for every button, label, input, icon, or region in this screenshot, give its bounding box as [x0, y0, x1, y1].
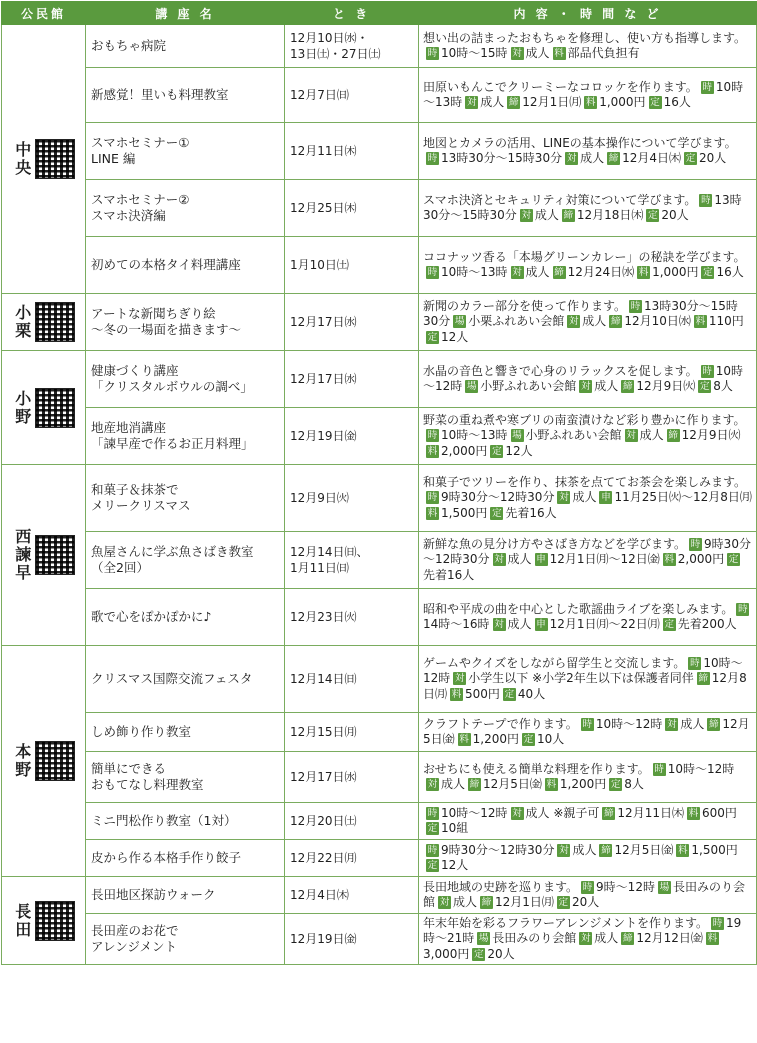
qr-code-icon[interactable] [35, 388, 75, 428]
course-row [2, 25, 757, 68]
info-label-badge: 料 [459, 734, 469, 745]
detail-text: 昭和や平成の曲を中心とした歌謡曲ライブを楽しみます。 [423, 601, 734, 616]
detail-text: 1,000円 [599, 95, 646, 109]
info-label-badge: 定 [703, 267, 713, 278]
detail-text: 成人 [594, 379, 619, 393]
info-label-badge: 締 [601, 844, 611, 856]
detail-text: 成人 [480, 95, 505, 109]
info-label-badge: 定 [558, 897, 569, 908]
course-details [419, 294, 757, 351]
course-details [419, 351, 757, 408]
course-details [419, 713, 757, 752]
detail-text: 新鮮な魚の見分け方やさばき方などを学びます。 [423, 536, 687, 551]
info-label-badge: 申 [601, 492, 611, 504]
info-label-badge: 締 [611, 316, 621, 328]
detail-text: 10組 [441, 821, 469, 835]
hall-name: 本野 [12, 743, 32, 779]
hall-cell [2, 294, 86, 351]
detail-text: 10時～12時 [423, 655, 743, 686]
qr-code-icon[interactable] [35, 741, 75, 781]
detail-text: 8人 [624, 777, 644, 791]
detail-text: クラフトテープで作ります。 [423, 716, 578, 731]
info-label-badge: 時 [427, 430, 438, 442]
course-date: 12月11日㈭ [285, 123, 419, 180]
course-row [2, 68, 757, 123]
course-details [419, 877, 757, 914]
course-date: 12月19日㈮ [285, 914, 419, 965]
detail-text: 12人 [505, 443, 533, 458]
qr-code-icon[interactable] [35, 901, 75, 941]
info-label-badge: 料 [678, 844, 688, 856]
info-label-badge: 対 [512, 807, 522, 819]
info-label-badge: 締 [709, 718, 719, 730]
info-label-badge: 対 [439, 897, 450, 908]
detail-text: 10時～12時 [667, 761, 735, 776]
course-date: 12月25日㈭ [285, 180, 419, 237]
detail-text: 長田みのり会館 [423, 879, 745, 909]
detail-text: 成人 [580, 151, 605, 165]
course-date: 12月9日㈫ [285, 465, 419, 532]
detail-text: スマホ決済とセキュリティ対策について学びます。 [423, 192, 697, 207]
course-table [1, 1, 757, 965]
detail-text: 成人 [582, 314, 607, 329]
course-row [2, 351, 757, 408]
course-details [419, 180, 757, 237]
info-label-badge: 対 [494, 619, 504, 630]
detail-text: 成人 [680, 716, 705, 731]
info-label-badge: 対 [569, 316, 579, 328]
info-label-badge: 時 [427, 267, 438, 278]
info-label-badge: 対 [667, 718, 677, 730]
table-header-row [2, 2, 757, 25]
detail-text: 12月1日㈪～22日㈪ [549, 617, 660, 631]
info-label-badge: 締 [623, 381, 633, 392]
detail-text: 40人 [517, 686, 546, 701]
info-label-badge: 定 [611, 779, 621, 790]
header-course: 講 座 名 [86, 2, 285, 25]
detail-text: 10時～13時 [441, 265, 508, 279]
info-label-badge: 申 [536, 554, 546, 566]
info-label-badge: 時 [701, 194, 711, 206]
detail-text: 成人 [507, 552, 532, 567]
info-label-badge: 定 [664, 619, 674, 630]
info-label-badge: 締 [563, 210, 574, 221]
detail-text: 20人 [487, 946, 515, 961]
info-label-badge: 時 [582, 718, 593, 730]
course-details [419, 840, 757, 877]
course-details [419, 646, 757, 713]
info-label-badge: 対 [581, 933, 591, 945]
detail-text: 野菜の重ね煮や寒ブリの南蛮漬けなど彩り豊かに作ります。 [423, 412, 746, 427]
course-row [2, 408, 757, 465]
info-label-badge: 定 [474, 948, 484, 960]
qr-code-icon[interactable] [35, 139, 75, 179]
detail-text: 12人 [441, 329, 469, 344]
detail-text: 成人 ※親子可 [525, 805, 600, 820]
detail-text: 10時～15時 [441, 46, 508, 60]
detail-text: 3,000円 [423, 946, 470, 961]
detail-text: 成人 [525, 265, 550, 279]
course-date: 12月23日㈫ [285, 589, 419, 646]
detail-text: 成人 [572, 490, 597, 505]
course-row [2, 713, 757, 752]
info-label-badge: 対 [581, 381, 591, 392]
course-details [419, 752, 757, 803]
detail-text: 9時30分～12時30分 [441, 490, 555, 505]
course-row [2, 532, 757, 589]
info-label-badge: 時 [427, 807, 438, 819]
info-label-badge: 定 [427, 331, 438, 343]
course-name: 魚屋さんに学ぶ魚さばき教室 （全2回） [86, 532, 285, 589]
detail-text: 20人 [699, 151, 727, 165]
course-name: クリスマス国際交流フェスタ [86, 646, 285, 713]
qr-code-icon[interactable] [35, 302, 75, 342]
detail-text: 110円 [708, 314, 744, 329]
detail-text: 先着16人 [423, 567, 475, 582]
hall-name: 小栗 [12, 304, 32, 340]
course-row [2, 589, 757, 646]
detail-text: 小栗ふれあい会館 [468, 314, 565, 329]
info-label-badge: 定 [648, 210, 658, 221]
detail-text: 小学生以下 ※小学2年生以下は保護者同伴 [468, 671, 694, 686]
course-name: 地産地消講座 「諫早産で作るお正月料理」 [86, 408, 285, 465]
detail-text: ゲームやクイズをしながら留学生と交流します。 [423, 655, 686, 670]
detail-text: 13時30分～15時30分 [441, 151, 563, 165]
info-label-badge: 時 [738, 603, 748, 615]
detail-text: 1,500円 [441, 505, 488, 520]
hall-name: 西諫早 [12, 528, 32, 582]
detail-text: 12月24日㈬ [567, 265, 635, 279]
info-label-badge: 対 [427, 779, 438, 790]
course-name: 和菓子＆抹茶で メリークリスマス [86, 465, 285, 532]
course-name: 歌で心をぽかぽかに♪ [86, 589, 285, 646]
detail-text: 新聞のカラー部分を使って作ります。 [423, 298, 627, 313]
info-label-badge: 対 [559, 492, 569, 504]
info-label-badge: 定 [492, 445, 502, 457]
info-label-badge: 対 [559, 844, 569, 856]
course-date: 12月14日㈰ [285, 646, 419, 713]
detail-text: 600円 [701, 805, 737, 820]
course-date: 12月4日㈭ [285, 877, 419, 914]
course-name: 長田地区探訪ウォーク [86, 877, 285, 914]
detail-text: 成人 [525, 46, 550, 60]
detail-text: 12月10日㈬ [624, 314, 691, 329]
course-row [2, 752, 757, 803]
course-row [2, 877, 757, 914]
course-name: 簡単にできる おもてなし料理教室 [86, 752, 285, 803]
detail-text: 9時～12時 [596, 879, 655, 894]
course-name: スマホセミナー① LINE 編 [86, 123, 285, 180]
detail-text: 20人 [661, 208, 689, 222]
info-label-badge: 締 [608, 153, 619, 164]
course-name: 健康づくり講座 「クリスタルボウルの調べ」 [86, 351, 285, 408]
course-details [419, 25, 757, 68]
course-row [2, 803, 757, 840]
hall-name: 長田 [12, 902, 32, 939]
detail-text: 12月11日㈭ [617, 805, 684, 820]
info-label-badge: 定 [699, 381, 710, 392]
course-date: 12月7日㈰ [285, 68, 419, 123]
detail-text: おせちにも使える簡単な料理を作ります。 [423, 761, 650, 776]
detail-text: 13時30分～15時30分 [423, 192, 742, 222]
detail-text: 成人 [441, 777, 466, 791]
info-label-badge: 締 [481, 897, 492, 908]
info-label-badge: 場 [455, 316, 465, 328]
hall-cell [2, 465, 86, 646]
info-label-badge: 締 [604, 807, 614, 819]
info-label-badge: 時 [690, 538, 701, 550]
detail-text: 12月5日㈮ [423, 716, 750, 746]
info-label-badge: 締 [469, 779, 480, 790]
info-label-badge: 時 [702, 365, 712, 377]
detail-text: 小野ふれあい会館 [480, 379, 577, 393]
course-name: 初めての本格タイ料理講座 [86, 237, 285, 294]
detail-text: 12月8日㈪ [423, 671, 747, 701]
course-name: 皮から作る本格手作り餃子 [86, 840, 285, 877]
detail-text: 14時～16時 [423, 617, 490, 631]
detail-text: 成人 [534, 208, 559, 222]
info-label-badge: 料 [707, 933, 718, 945]
course-row [2, 294, 757, 351]
info-label-badge: 締 [509, 97, 519, 108]
info-label-badge: 料 [546, 779, 557, 790]
course-date: 12月22日㈪ [285, 840, 419, 877]
detail-text: 12月1日㈪ [522, 95, 582, 109]
course-name: 新感覚！里いも料理教室 [86, 68, 285, 123]
detail-text: 12月5日㈮ [614, 842, 674, 857]
course-date: 12月20日㈯ [285, 803, 419, 840]
info-label-badge: 締 [698, 673, 709, 685]
info-label-badge: 料 [664, 554, 674, 566]
info-label-badge: 締 [554, 267, 564, 278]
course-date: 12月14日㈰、 1月11日㈰ [285, 532, 419, 589]
detail-text: 2,000円 [441, 443, 488, 458]
detail-text: 12月12日㈮ [636, 931, 703, 946]
info-label-badge: 申 [536, 619, 546, 630]
info-label-badge: 料 [585, 97, 596, 108]
course-name: おもちゃ病院 [86, 25, 285, 68]
detail-text: 成人 [594, 931, 619, 946]
detail-text: 10時～12時 [441, 805, 508, 820]
hall-name: 小野 [12, 389, 32, 426]
course-details [419, 68, 757, 123]
hall-cell [2, 646, 86, 877]
course-name: スマホセミナー② スマホ決済編 [86, 180, 285, 237]
info-label-badge: 対 [626, 430, 636, 442]
detail-text: 12月4日㈭ [622, 151, 682, 165]
info-label-badge: 対 [467, 97, 477, 108]
detail-text: 1,200円 [559, 777, 607, 791]
detail-text: 9時30分～12時30分 [441, 842, 555, 857]
info-label-badge: 対 [512, 267, 522, 278]
detail-text: 12人 [441, 858, 469, 872]
course-row [2, 465, 757, 532]
info-label-badge: 料 [554, 48, 564, 59]
course-date: 1月10日㈯ [285, 237, 419, 294]
course-details [419, 237, 757, 294]
info-label-badge: 時 [630, 300, 641, 312]
detail-text: 10時～13時 [441, 428, 508, 443]
course-date: 12月17日㈬ [285, 294, 419, 351]
info-label-badge: 定 [504, 688, 515, 700]
detail-text: 19時～21時 [423, 915, 742, 946]
info-label-badge: 対 [494, 554, 504, 566]
info-label-badge: 時 [690, 657, 700, 669]
info-label-badge: 対 [566, 153, 577, 164]
hall-cell [2, 351, 86, 465]
info-label-badge: 時 [654, 763, 664, 775]
detail-text: 想い出の詰まったおもちゃを修理し、使い方も指導します。 [423, 30, 747, 45]
detail-text: 先着16人 [505, 505, 557, 520]
detail-text: 12月9日㈫ [636, 379, 696, 393]
detail-text: 2,000円 [677, 552, 725, 567]
info-label-badge: 時 [427, 153, 438, 164]
info-label-badge: 料 [688, 807, 699, 819]
info-label-badge: 料 [427, 445, 438, 457]
info-label-badge: 定 [492, 507, 502, 519]
detail-text: 12月9日㈫ [681, 428, 741, 443]
detail-text: 年末年始を彩るフラワーアレンジメントを作ります。 [423, 915, 709, 930]
info-label-badge: 時 [427, 48, 438, 59]
info-label-badge: 締 [668, 430, 678, 442]
course-name: ミニ門松作り教室（1対） [86, 803, 285, 840]
info-label-badge: 定 [427, 860, 438, 871]
detail-text: 小野ふれあい会館 [525, 428, 622, 443]
info-label-badge: 対 [521, 210, 532, 221]
detail-text: 10時～12時 [423, 363, 743, 393]
info-label-badge: 定 [523, 734, 534, 745]
course-name: しめ飾り作り教室 [86, 713, 285, 752]
info-label-badge: 料 [451, 688, 462, 700]
detail-text: 12月18日㈭ [576, 208, 644, 222]
detail-text: 1,500円 [691, 842, 738, 857]
course-row [2, 646, 757, 713]
info-label-badge: 定 [427, 823, 438, 834]
hall-name: 中央 [12, 141, 32, 177]
course-row [2, 840, 757, 877]
table-body [2, 25, 757, 965]
detail-text: 12月1日㈪～12日㈮ [549, 552, 660, 567]
course-row [2, 914, 757, 965]
info-label-badge: 定 [728, 554, 739, 566]
detail-text: 田原いもんこでクリーミーなコロッケを作ります。 [423, 79, 698, 94]
course-details [419, 123, 757, 180]
info-label-badge: 場 [479, 933, 489, 945]
course-details [419, 914, 757, 965]
info-label-badge: 締 [623, 933, 633, 945]
course-row [2, 180, 757, 237]
detail-text: 和菓子でツリーを作り、抹茶を点ててお茶会を楽しみます。 [423, 474, 747, 489]
course-date: 12月17日㈬ [285, 351, 419, 408]
course-details [419, 408, 757, 465]
detail-text: 8人 [713, 379, 733, 393]
course-date: 12月19日㈮ [285, 408, 419, 465]
detail-text: 9時30分～12時30分 [423, 536, 751, 567]
detail-text: 成人 [639, 428, 664, 443]
course-details [419, 532, 757, 589]
detail-text: 12月5日㈮ [483, 777, 542, 791]
hall-cell [2, 25, 86, 294]
detail-text: 水晶の音色と響きで心身のリラックスを促します。 [423, 363, 698, 378]
qr-code-icon[interactable] [35, 535, 75, 575]
course-details [419, 803, 757, 840]
info-label-badge: 定 [685, 153, 696, 164]
detail-text: 12月1日㈪ [495, 895, 554, 909]
info-label-badge: 時 [427, 492, 438, 504]
info-label-badge: 定 [650, 97, 660, 108]
info-label-badge: 料 [427, 507, 438, 519]
detail-text: 成人 [572, 842, 597, 857]
course-date: 12月15日㈪ [285, 713, 419, 752]
course-details [419, 589, 757, 646]
info-label-badge: 場 [512, 430, 522, 442]
info-label-badge: 場 [467, 381, 477, 392]
info-label-badge: 時 [702, 81, 713, 93]
detail-text: 11月25日㈫～12月8日㈪ [614, 490, 752, 505]
header-content: 内 容 ・ 時 間 な ど [419, 2, 757, 25]
detail-text: 13時30分～15時30分 [423, 298, 738, 329]
course-name: 長田産のお花で アレンジメント [86, 914, 285, 965]
detail-text: 長田地域の史跡を巡ります。 [423, 879, 579, 894]
info-label-badge: 時 [427, 844, 438, 856]
detail-text: 地図とカメラの活用、LINEの基本操作について学びます。 [423, 135, 737, 150]
hall-cell [2, 877, 86, 965]
detail-text: 10時～13時 [423, 79, 744, 109]
info-label-badge: 場 [659, 881, 670, 893]
header-hall: 公民館 [2, 2, 86, 25]
info-label-badge: 時 [712, 917, 723, 929]
detail-text: 長田みのり会館 [492, 931, 577, 946]
header-date: と き [285, 2, 419, 25]
detail-text: 10時～12時 [595, 716, 663, 731]
info-label-badge: 料 [695, 316, 706, 328]
detail-text: 先着200人 [677, 617, 737, 631]
detail-text: 部品代負担有 [567, 46, 640, 60]
detail-text: 1,000円 [652, 265, 699, 279]
info-label-badge: 料 [638, 267, 649, 278]
detail-text: 16人 [663, 95, 691, 109]
detail-text: 16人 [716, 265, 744, 279]
course-date: 12月10日㈬・ 13日㈯・27日㈯ [285, 25, 419, 68]
detail-text: 10人 [537, 732, 565, 746]
info-label-badge: 対 [455, 673, 465, 685]
course-name: アートな新聞ちぎり絵 ～冬の一場面を描きます～ [86, 294, 285, 351]
detail-text: 1,200円 [472, 732, 519, 746]
course-details [419, 465, 757, 532]
detail-text: 500円 [465, 686, 500, 701]
course-row [2, 123, 757, 180]
detail-text: ココナッツ香る「本場グリーンカレー」の秘訣を学びます。 [423, 249, 746, 264]
detail-text: 成人 [453, 895, 478, 909]
info-label-badge: 対 [512, 48, 522, 59]
detail-text: 成人 [507, 617, 532, 631]
info-label-badge: 時 [582, 881, 593, 893]
course-date: 12月17日㈬ [285, 752, 419, 803]
detail-text: 20人 [571, 895, 600, 909]
course-row [2, 237, 757, 294]
